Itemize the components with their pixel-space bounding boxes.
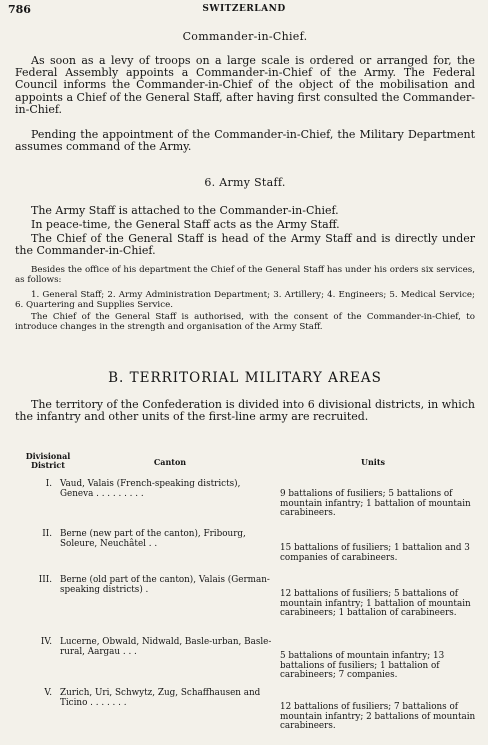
canton-cell: Berne (old part of the canton), Valais (German-speaking districts) . <box>60 575 270 595</box>
territorial-heading: B. TERRITORIAL MILITARY AREAS <box>108 370 382 386</box>
district-number: III. <box>38 575 52 585</box>
district-number: I. <box>45 479 52 489</box>
canton-cell: Lucerne, Obwald, Nidwald, Basle-urban, Basle-rural, Aargau . . . <box>60 637 272 657</box>
column-header-canton: Canton <box>153 457 187 467</box>
commander-paragraph-2: Pending the appointment of the Commander-in-Chief, the Military Department assumes command of the Army. <box>15 128 475 154</box>
units-cell: 9 battalions of fusiliers; 5 battalions of mountain infantry; 1 battalion of mountain carabineers. <box>280 489 471 519</box>
column-header-district: Divisional District <box>25 451 71 470</box>
district-number: IV. <box>40 637 52 647</box>
page-header <box>8 3 480 17</box>
district-number: II. <box>42 529 52 539</box>
canton-cell: Vaud, Valais (French-speaking districts), Geneva . . . . . . . . . <box>60 479 241 499</box>
units-cell: 12 battalions of fusiliers; 7 battalions of mountain infantry; 2 battalions of mountain carabineers. <box>280 702 476 732</box>
district-number: V. <box>44 688 52 698</box>
units-cell: 12 battalions of fusiliers; 5 battalions of mountain infantry; 1 battalion of mountain carabineers; 1 battalion of carabineers. <box>280 589 471 619</box>
army-staff-heading: 6. Army Staff. <box>204 176 286 189</box>
army-staff-authorisation: The Chief of the General Staff is authorised, with the consent of the Commander-in-Chief, to introduce changes in the strength and organisation of the Army Staff. <box>15 312 475 332</box>
army-staff-line-1: The Army Staff is attached to the Commander-in-Chief. <box>31 204 339 217</box>
running-title: SWITZERLAND <box>202 4 286 14</box>
commander-heading: Commander-in-Chief. <box>182 30 308 43</box>
army-staff-line-3: The Chief of the General Staff is head of the Army Staff and is directly under the Commander-in-Chief. <box>15 232 475 258</box>
canton-cell: Zurich, Uri, Schwytz, Zug, Schaffhausen and Ticino . . . . . . . <box>60 688 261 708</box>
army-staff-services-intro: Besides the office of his department the Chief of the General Staff has under his orders six services, as follows: <box>15 265 475 285</box>
units-cell: 5 battalions of mountain infantry; 13 battalions of fusiliers; 1 battalion of carabineers; 7 companies. <box>280 651 445 681</box>
page-number: 786 <box>8 3 31 16</box>
canton-cell: Berne (new part of the canton), Fribourg, Soleure, Neuchâtel . . <box>60 529 246 549</box>
commander-paragraph-1: As soon as a levy of troops on a large scale is ordered or arranged for, the Federal Assembly appoints a Commander-in-Chief of the Army. The Federal Council informs the Commander-in-Chief of the object of the mobilisation and appoints a Chief of the General Staff, after having first consulted the Commander-in-Chief. <box>15 54 475 116</box>
column-header-units: Units <box>360 457 386 467</box>
units-cell: 15 battalions of fusiliers; 1 battalion and 3 companies of carabineers. <box>280 543 470 563</box>
army-staff-services-list: 1. General Staff; 2. Army Administration Department; 3. Artillery; 4. Engineers; 5. Medical Service; 6. Quartering and Supplies Service. <box>15 290 475 310</box>
army-staff-line-2: In peace-time, the General Staff acts as the Army Staff. <box>31 218 340 231</box>
territorial-intro: The territory of the Confederation is divided into 6 divisional districts, in which the infantry and other units of the first-line army are recruited. <box>15 398 475 424</box>
